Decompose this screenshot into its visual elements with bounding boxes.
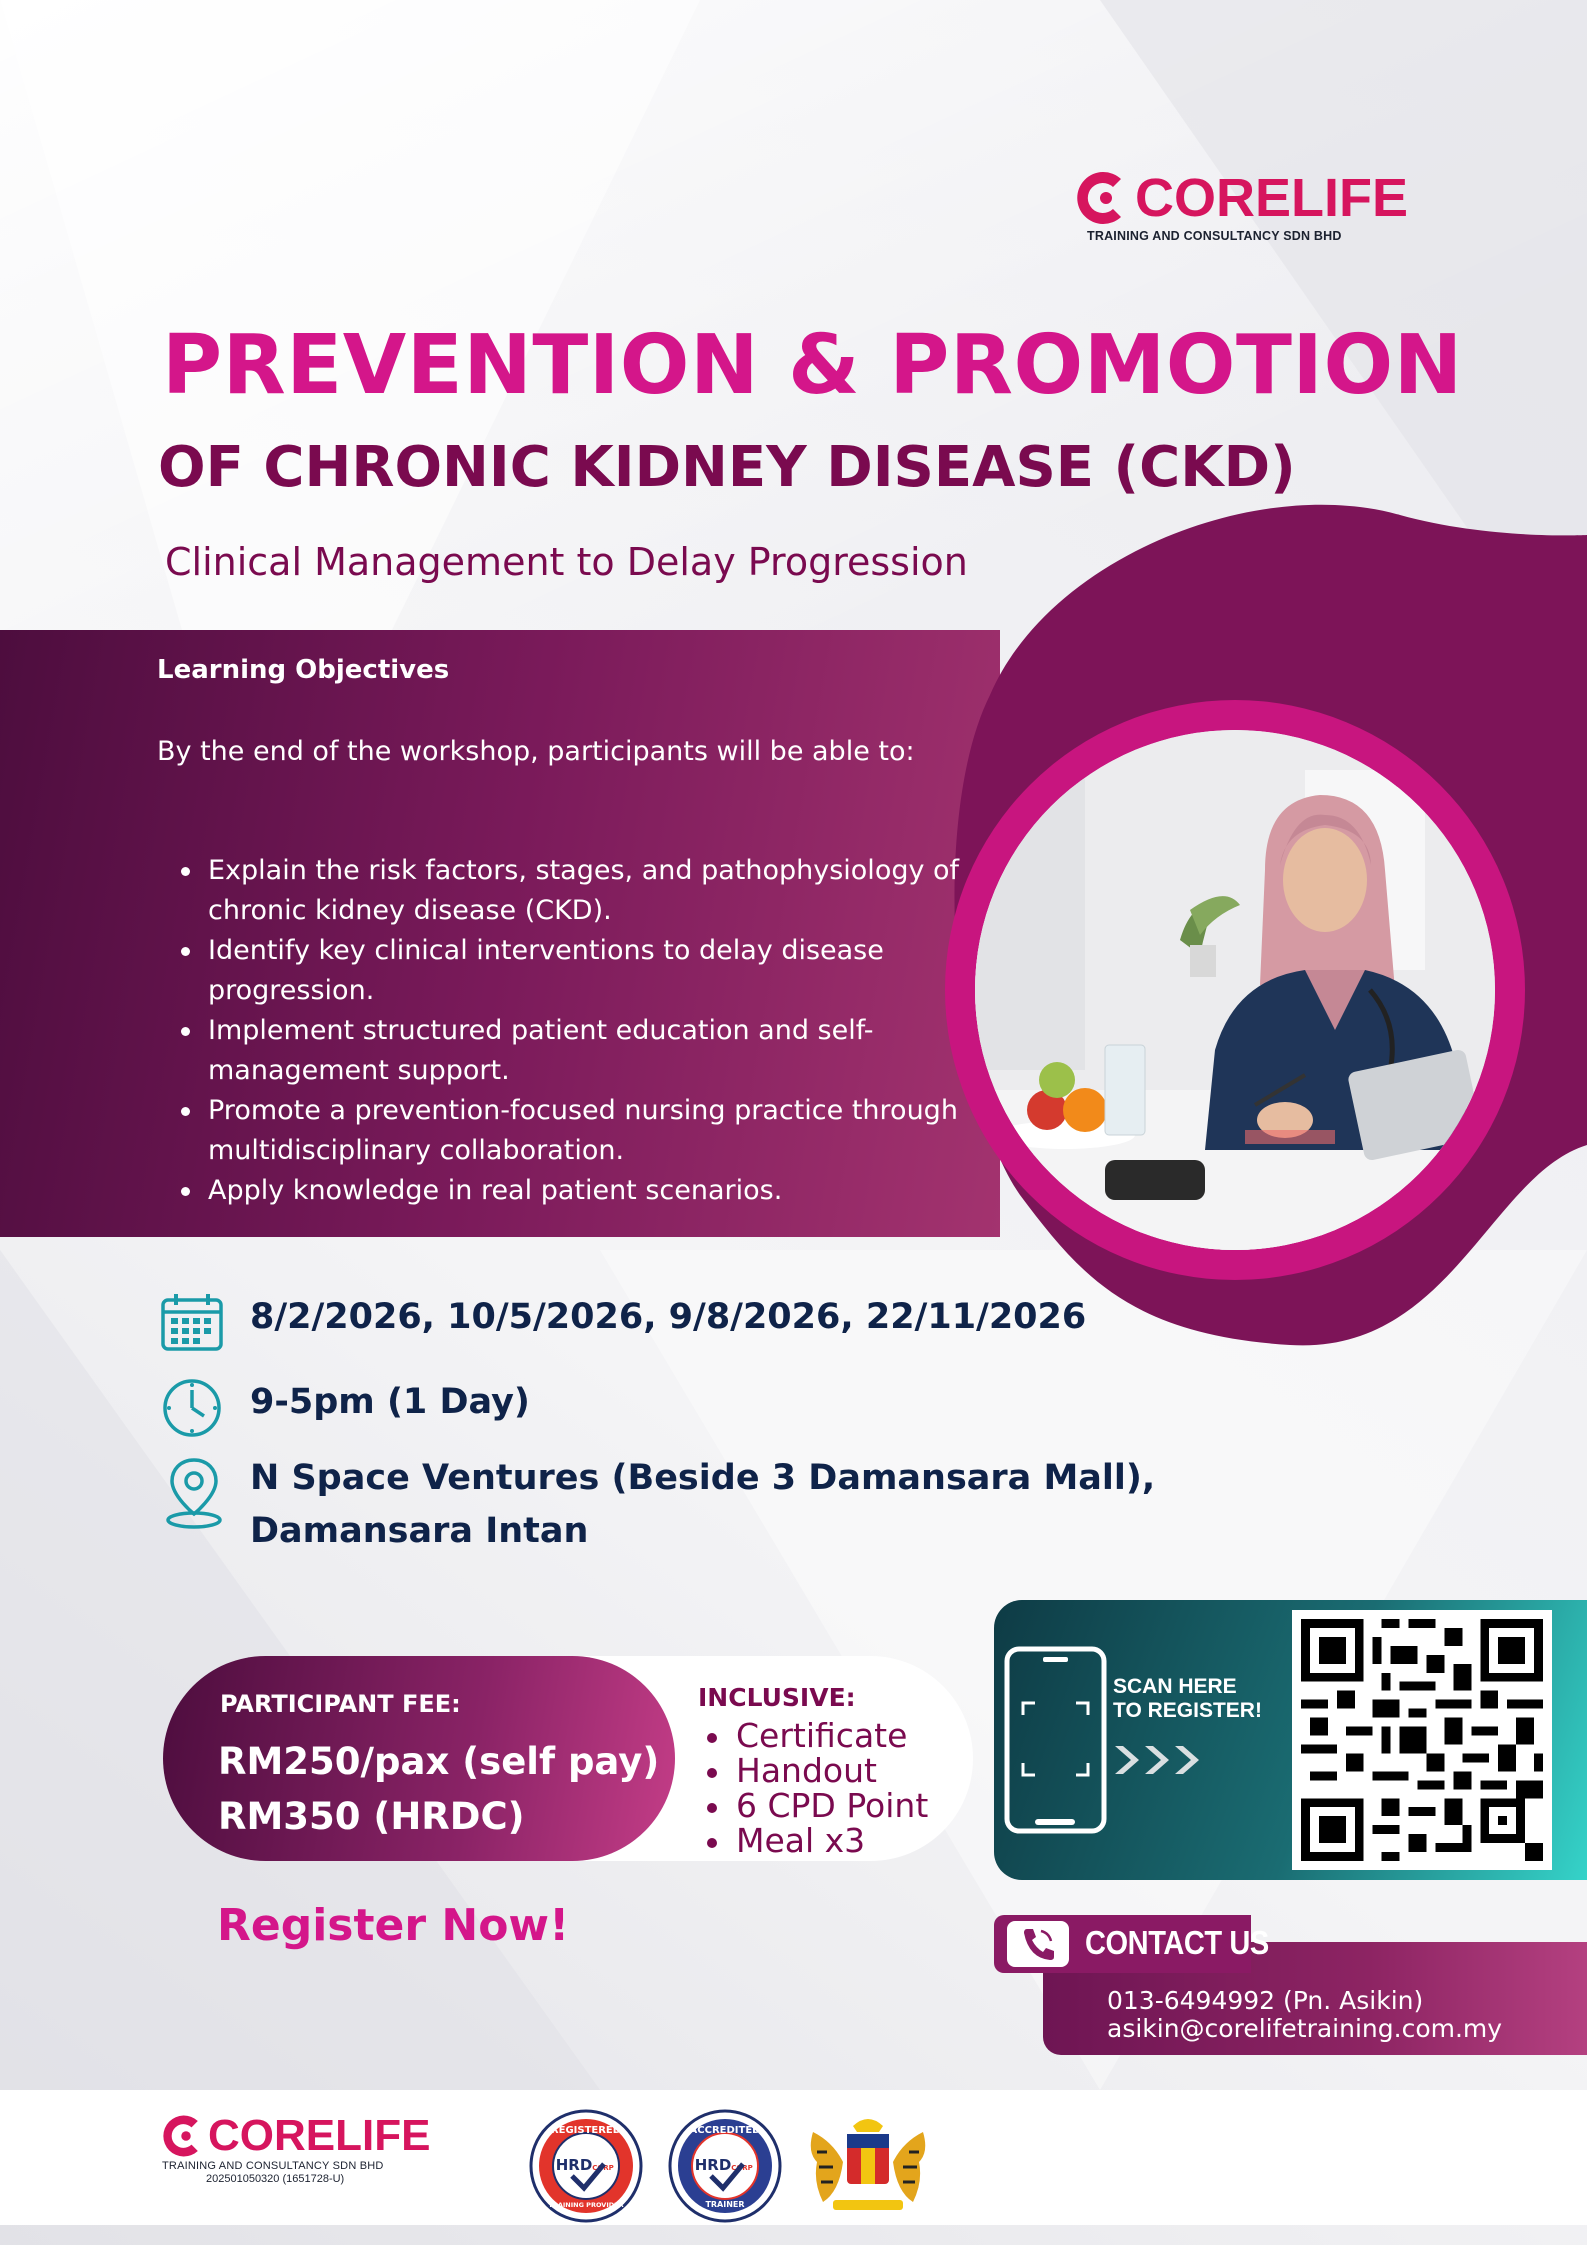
register-now-button[interactable]: Register Now! — [217, 1900, 570, 1951]
contact-email[interactable]: asikin@corelifetraining.com.my — [1107, 2014, 1503, 2043]
inclusive-item: Meal x3 — [705, 1823, 928, 1858]
fee-hrdc: RM350 (HRDC) — [218, 1795, 525, 1838]
arrows-right-icon — [1113, 1740, 1209, 1780]
contact-phone[interactable]: 013-6494992 (Pn. Asikin) — [1107, 1986, 1424, 2015]
objectives-list — [178, 851, 968, 1211]
objectives-intro: By the end of the workshop, participants will be able to: — [157, 736, 915, 767]
hrd-accredited-badge — [667, 2108, 783, 2224]
nurse-photo — [975, 730, 1495, 1250]
objective-item: Explain the risk factors, stages, and pathophysiology of chronic kidney disease (CKD). — [178, 851, 968, 931]
title-line-1: PREVENTION & PROMOTION — [162, 318, 1463, 413]
qr-code[interactable] — [1292, 1610, 1552, 1870]
scan-to-register-text: SCAN HERE TO REGISTER! — [1113, 1675, 1262, 1722]
inclusive-item: Handout — [705, 1753, 928, 1788]
corelife-logo-bottom — [160, 2110, 440, 2185]
objective-item: Identify key clinical interventions to delay disease progression. — [178, 931, 968, 1011]
inclusive-list — [705, 1718, 928, 1858]
badge-hrd-text: HRD — [555, 2156, 593, 2174]
contact-us-label: CONTACT US — [1085, 1924, 1269, 1961]
nurse-illustration — [975, 730, 1495, 1250]
calendar-icon — [160, 1292, 224, 1352]
logo-tagline: TRAINING AND CONSULTANCY SDN BHD — [1087, 229, 1342, 243]
venue-line-2: Damansara Intan — [250, 1511, 589, 1551]
objectives-heading: Learning Objectives — [157, 655, 450, 685]
location-pin-icon — [164, 1456, 224, 1530]
badge-top-text: REGISTERED — [550, 2125, 622, 2136]
clock-icon — [160, 1376, 224, 1440]
company-registration: 202501050320 (1651728-U) — [206, 2173, 345, 2185]
inclusive-item: Certificate — [705, 1718, 928, 1753]
fee-self-pay: RM250/pax (self pay) — [218, 1740, 660, 1783]
logo-tagline: TRAINING AND CONSULTANCY SDN BHD — [162, 2160, 384, 2172]
objective-item: Apply knowledge in real patient scenarios. — [178, 1171, 968, 1211]
badge-corp-text: CORP — [731, 2164, 753, 2172]
badge-corp-text: CORP — [592, 2164, 614, 2172]
corelife-c-icon — [1073, 165, 1139, 231]
fee-label: PARTICIPANT FEE: — [220, 1690, 461, 1718]
event-dates: 8/2/2026, 10/5/2026, 9/8/2026, 22/11/2026 — [250, 1297, 1087, 1337]
subtitle: Clinical Management to Delay Progression — [165, 540, 968, 584]
logo-wordmark: CORELIFE — [1135, 168, 1409, 228]
badge-bottom-text: TRAINER — [705, 2200, 745, 2209]
badge-top-text: ACCREDITED — [689, 2125, 761, 2136]
qr-code-graphic — [1292, 1610, 1552, 1870]
hrd-registered-badge — [528, 2108, 644, 2224]
badge-hrd-text: HRD — [694, 2156, 732, 2174]
corelife-logo-top — [1073, 165, 1423, 243]
objective-item: Promote a prevention-focused nursing practice through multidisciplinary collaboration. — [178, 1091, 968, 1171]
logo-wordmark: CORELIFE — [208, 2111, 431, 2160]
objective-item: Implement structured patient education and self-management support. — [178, 1011, 968, 1091]
inclusive-item: 6 CPD Point — [705, 1788, 928, 1823]
title-line-2: OF CHRONIC KIDNEY DISEASE (CKD) — [158, 435, 1296, 500]
smartphone-icon — [1003, 1645, 1108, 1835]
badge-bottom-text: TRAINING PROVIDER — [548, 2201, 624, 2209]
event-time: 9-5pm (1 Day) — [250, 1382, 530, 1422]
malaysia-coat-of-arms-icon — [803, 2112, 933, 2220]
corelife-c-icon — [160, 2110, 212, 2162]
venue-line-1: N Space Ventures (Beside 3 Damansara Mall), — [250, 1458, 1156, 1498]
phone-icon — [1017, 1925, 1059, 1963]
inclusive-label: INCLUSIVE: — [698, 1683, 856, 1712]
